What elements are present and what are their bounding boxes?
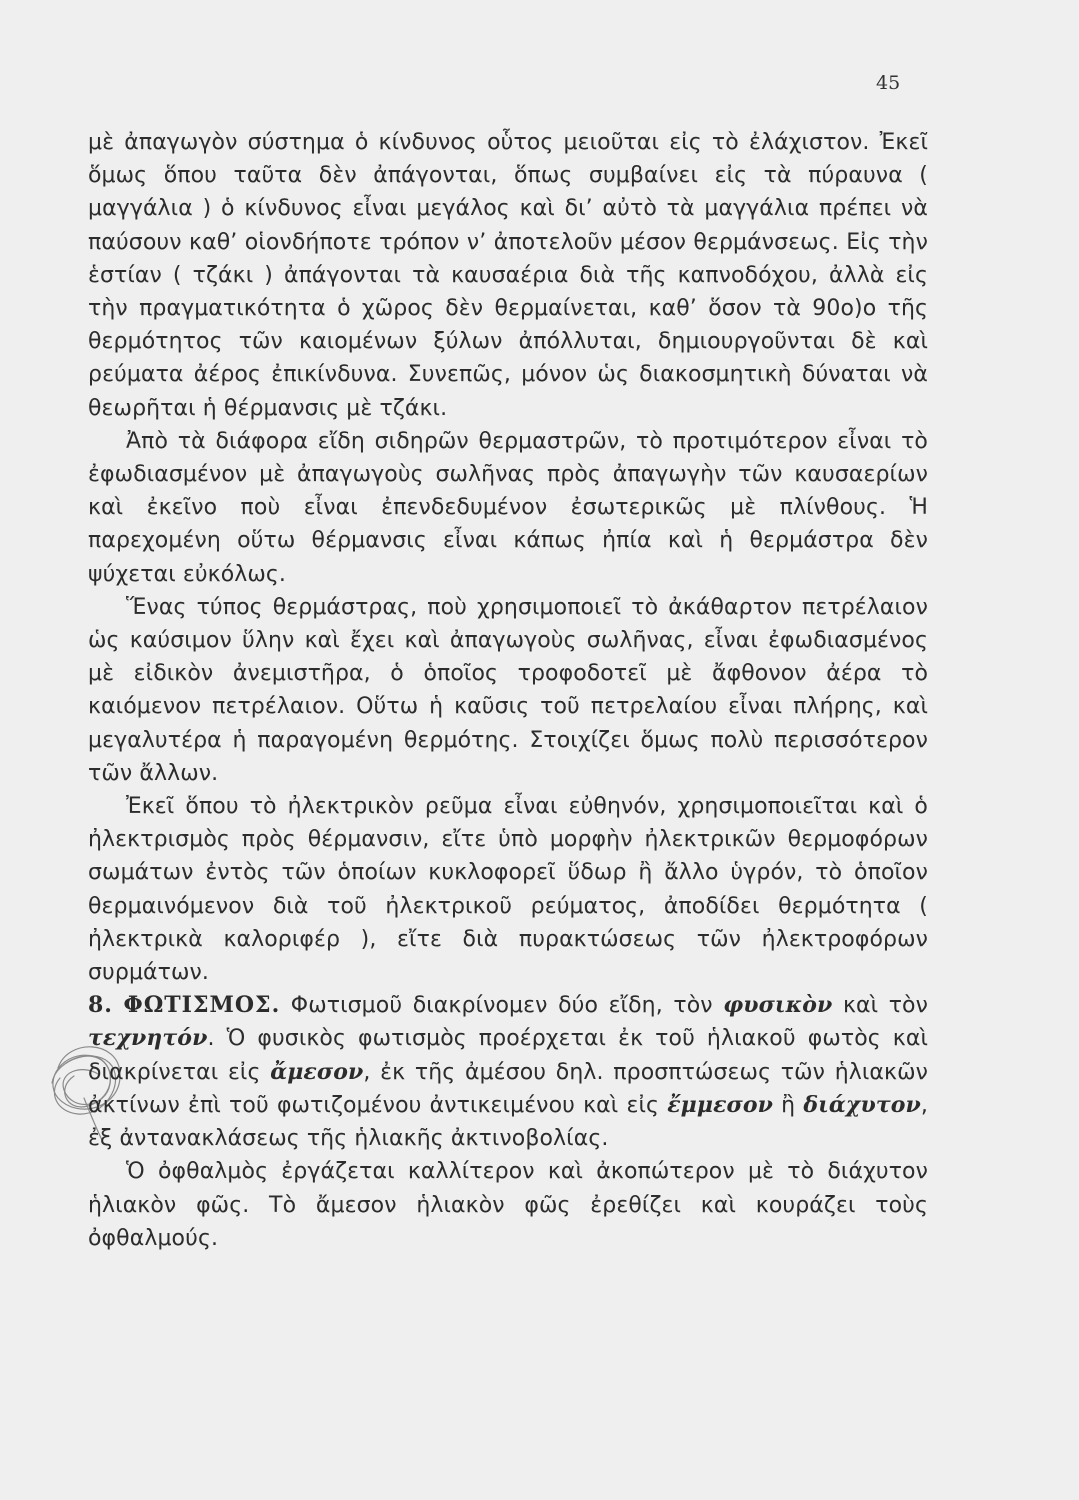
- section-text: Φωτισμοῦ διακρίνομεν δύο εἴδη, τὸν: [280, 993, 724, 1019]
- section-text: καὶ τὸν: [832, 993, 929, 1019]
- paragraph-oil-stove: Ἕνας τύπος θερμάστρας, ποὺ χρησιμοποιεῖ τὸ ἀκάθαρτον πετρέλαιον ὡς καύσιμον ὕλην καὶ ἔχει καὶ ἀπαγωγοὺς σωλῆνας, εἶναι ἐφωδιασμένος μὲ εἰδικὸν ἀνεμιστῆρα, ὁ ὁποῖος τροφοδοτεῖ μὲ ἄφθονον ἀέρα τὸ καιόμενον πετρέλαιον. Οὕτω ἡ καῦσις τοῦ πετρελαίου εἶναι πλήρης, καὶ μεγαλυτέρα ἡ παραγομένη θερμότης. Στοιχίζει ὅμως πολὺ περισσότερον τῶν ἄλλων.: [88, 594, 928, 786]
- section-text: ἢ: [773, 1092, 804, 1118]
- paragraph-stove-dangers: μὲ ἀπαγωγὸν σύστημα ὁ κίνδυνος οὗτος μειοῦται εἰς τὸ ἐλάχιστον. Ἐκεῖ ὅμως ὅπου ταῦτα δὲν ἀπάγονται, ὅπως συμβαίνει εἰς τὰ πύραυνα ( μαγγάλια ) ὁ κίνδυνος εἶναι μεγάλος καὶ δι’ αὐτὸ τὰ μαγγάλια πρέπει νὰ παύσουν καθ’ οἱονδήποτε τρόπον ν’ ἀποτελοῦν μέσον θερμάνσεως. Εἰς τὴν ἑστίαν ( τζάκι ) ἀπάγονται τὰ καυσαέρια διὰ τῆς καπνοδόχου, ἀλλὰ εἰς τὴν πραγματικότητα ὁ χῶρος δὲν θερμαίνεται, καθ’ ὅσον τὰ 90ο)ο τῆς θερμότητος τῶν καιομένων ξύλων ἀπόλλυται, δημιουργοῦνται δὲ καὶ ρεύματα ἀέρος ἐπικίνδυνα. Συνεπῶς, μόνον ὡς διακοσμητικὴ δύναται νὰ θεωρῆται ἡ θέρμανσις μὲ τζάκι.: [88, 130, 928, 421]
- term-artificial: τεχνητόν: [88, 1025, 208, 1052]
- paragraph-iron-stoves: Ἀπὸ τὰ διάφορα εἴδη σιδηρῶν θερμαστρῶν, τὸ προτιμότερον εἶναι τὸ ἐφωδιασμένον μὲ ἀπαγωγοὺς σωλῆνας πρὸς ἀπαγωγὴν τῶν καυσαερίων καὶ ἐκεῖνο ποὺ εἶναι ἐπενδεδυμένον ἐσωτερικῶς μὲ πλίνθους. Ἡ παρεχομένη οὕτω θέρμανσις εἶναι κάπως ἠπία καὶ ἡ θερμάστρα δὲν ψύχεται εὐκόλως.: [88, 428, 928, 587]
- section-text: . Ὁ φυσικὸς φωτισμὸς προέρχεται ἐκ τοῦ ἡλιακοῦ φωτὸς καὶ διακρίνεται εἰς: [88, 1026, 928, 1085]
- term-indirect: ἔμμεσον: [667, 1091, 774, 1118]
- paragraph-electric-heating: Ἐκεῖ ὅπου τὸ ἠλεκτρικὸν ρεῦμα εἶναι εὐθηνόν, χρησιμοποιεῖται καὶ ὁ ἠλεκτρισμὸς πρὸς θέρμανσιν, εἴτε ὑπὸ μορφὴν ἠλεκτρικῶν θερμοφόρων σωμάτων ἐντὸς τῶν ὁποίων κυκλοφορεῖ ὕδωρ ἢ ἄλλο ὑγρόν, τὸ ὁποῖον θερμαινόμενον διὰ τοῦ ἠλεκτρικοῦ ρεύματος, ἀποδίδει θερμότητα ( ἠλεκτρικὰ καλοριφέρ ), εἴτε διὰ πυρακτώσεως τῶν ἠλεκτροφόρων συρμάτων.: [88, 794, 928, 986]
- paragraph-eye: Ὁ ὀφθαλμὸς ἐργάζεται καλλίτερον καὶ ἀκοπώτερον μὲ τὸ διάχυτον ἡλιακὸν φῶς. Τὸ ἄμεσον ἡλιακὸν φῶς ἐρεθίζει καὶ κουράζει τοὺς ὀφθαλμούς.: [88, 1159, 928, 1251]
- term-diffuse: διάχυτον: [803, 1091, 921, 1118]
- term-direct: ἄμεσον: [270, 1058, 364, 1085]
- term-natural: φυσικὸν: [723, 992, 833, 1019]
- section-text: , ἐκ τῆς ἀμέσου δηλ. προσπτώσεως τῶν ἡλιακῶν ἀκτίνων ἐπὶ τοῦ φωτιζομένου ἀντικειμένου καὶ εἰς: [88, 1059, 928, 1118]
- section-title: ΦΩΤΙΣΜΟΣ.: [123, 992, 281, 1019]
- section-text: , ἐξ ἀντανακλάσεως τῆς ἡλιακῆς ἀκτινοβολίας.: [88, 1092, 928, 1152]
- page-number: 45: [876, 72, 901, 94]
- body-text: [88, 126, 928, 1255]
- section-8-lighting: [88, 989, 928, 1155]
- section-number: 8.: [88, 992, 113, 1019]
